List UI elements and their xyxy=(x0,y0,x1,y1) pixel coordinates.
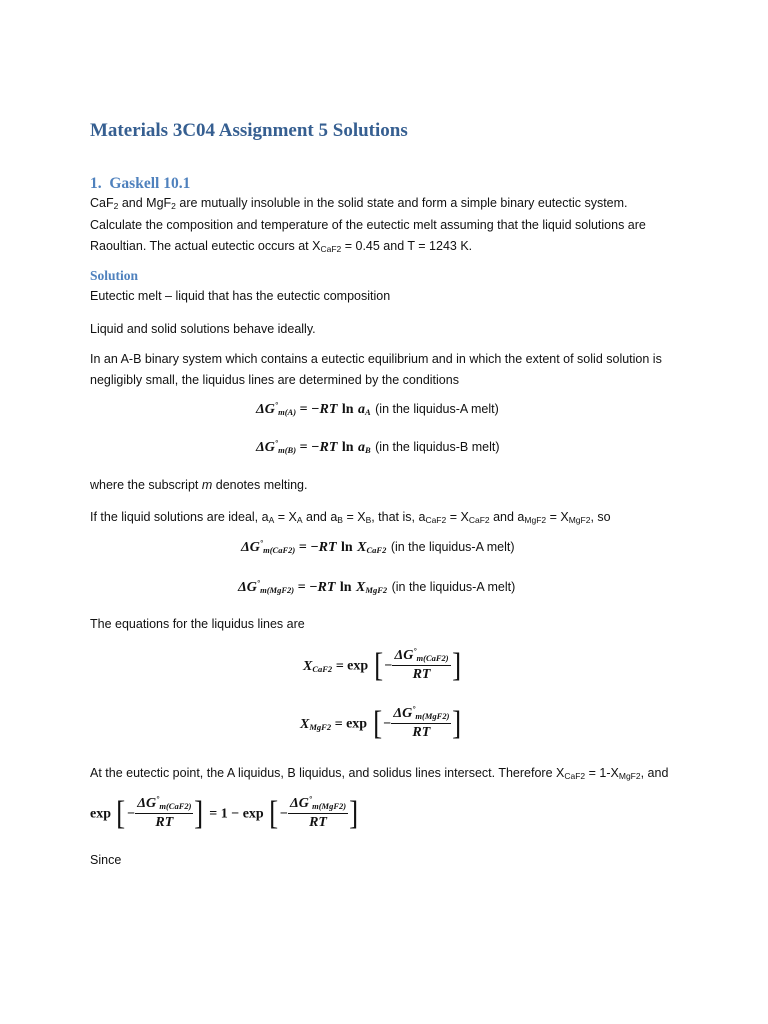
solution-heading: Solution xyxy=(90,268,139,283)
problem-line-2: Calculate the composition and temperature of the eutectic melt assuming that the liquid solutions are xyxy=(90,218,646,232)
equation-x-mgf2: $X_{MgF2} = \exp$ [− $\frac{\Delta G^\circ_{m(MgF2)}}{RT}$ ] xyxy=(300,704,462,742)
solution-paragraph-6: The equations for the liquidus lines are xyxy=(90,617,305,631)
solution-paragraph-4: where the subscript m denotes melting. xyxy=(90,478,308,492)
solution-paragraph-5: If the liquid solutions are ideal, $a_A = X_A$ and $a_B = X_B$, that is, $a_{CaF2} = X_{CaF2}$ and $a_{MgF2} = X_{MgF2}$, so xyxy=(90,510,611,525)
solution-paragraph-3-line1: In an A-B binary system which contains a eutectic equilibrium and in which the extent of solid solution is xyxy=(90,352,662,366)
section-number: 1. xyxy=(90,175,102,192)
equation-eutectic-condition: exp [− $\frac{\Delta G^\circ_{m(CaF2)}}{RT}$ ] = 1 − exp [− $\frac{\Delta G^\circ_{m(MgF2)}}{RT}$ ] xyxy=(90,794,359,832)
solution-paragraph-since: Since xyxy=(90,853,122,867)
page-title: Materials 3C04 Assignment 5 Solutions xyxy=(90,120,408,141)
section-heading-gaskell xyxy=(90,175,190,193)
solution-paragraph-1: Eutectic melt – liquid that has the eutectic composition xyxy=(90,289,391,303)
section-heading-text: Gaskell 10.1 xyxy=(109,175,191,192)
solution-paragraph-2: Liquid and solid solutions behave ideally. xyxy=(90,322,316,336)
equation-x-caf2: $X_{CaF2} = \exp$ [− $\frac{\Delta G^\circ_{m(CaF2)}}{RT}$ ] xyxy=(303,646,461,684)
solution-paragraph-3-line2: negligibly small, the liquidus lines are determined by the conditions xyxy=(90,373,459,387)
solution-paragraph-7: At the eutectic point, the A liquidus, B liquidus, and solidus lines intersect. Therefore $X_{CaF2} = 1-X_{MgF2}$, and xyxy=(90,766,669,781)
equation-mgf2-melting: $\Delta G^\circ_{m(MgF2)} = -RT$ $\ln X_{MgF2}$ (in the liquidus-A melt) xyxy=(238,578,516,595)
equation-liquidus-a: $\Delta G^\circ_{m(A)} = -RT$ $\ln a_A$ (in the liquidus-A melt) xyxy=(256,400,499,417)
equation-liquidus-b: $\Delta G^\circ_{m(B)} = -RT$ $\ln a_B$ (in the liquidus-B melt) xyxy=(256,438,500,455)
equation-caf2-melting: $\Delta G^\circ_{m(CaF2)} = -RT$ $\ln X_{CaF2}$ (in the liquidus-A melt) xyxy=(241,538,515,555)
problem-line-3: Raoultian. The actual eutectic occurs at $X_{CaF2} = 0.45$ and T = 1243 K. xyxy=(90,239,473,254)
problem-line-1: CaF$_2$ and MgF$_2$ are mutually insoluble in the solid state and form a simple binary eutectic system. xyxy=(90,196,628,211)
